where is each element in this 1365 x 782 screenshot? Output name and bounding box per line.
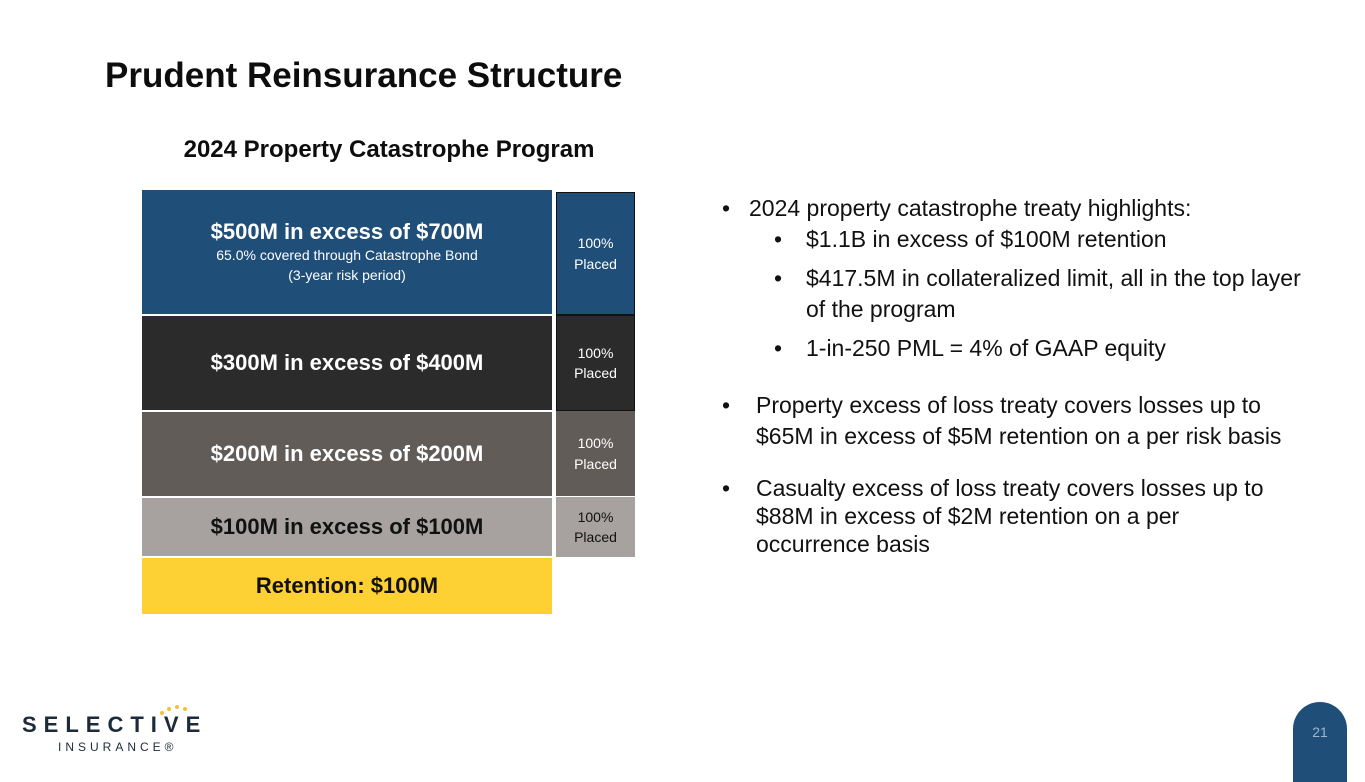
bullet-treaty-highlights xyxy=(722,193,1312,224)
layer-note-line2: (3-year risk period) xyxy=(288,267,406,284)
layer-200m-xs-200m xyxy=(142,412,552,496)
layer-label: $500M in excess of $700M xyxy=(210,218,484,244)
placed-label: Placed xyxy=(574,365,617,381)
sub-bullet-retention xyxy=(722,224,1312,255)
bullet-text: Casualty excess of loss treaty covers losses up to $88M in excess of $2M retention on a per occurrence basis xyxy=(756,475,1264,557)
placed-percent: 100% xyxy=(577,508,614,525)
placed-percent: 100% xyxy=(577,344,614,361)
sub-bullet-pml xyxy=(722,333,1312,364)
placed-box-layer-1 xyxy=(556,192,635,315)
bullet-text: 2024 property catastrophe treaty highlights: xyxy=(749,195,1192,221)
layer-note-line1: 65.0% covered through Catastrophe Bond xyxy=(216,246,478,263)
layer-label: $100M in excess of $100M xyxy=(210,513,484,539)
bullet-text: $1.1B in excess of $100M retention xyxy=(806,226,1167,252)
bullet-text: Property excess of loss treaty covers losses up to $65M in excess of $5M retention on a per risk basis xyxy=(756,392,1282,449)
bullet-dot: • xyxy=(774,335,783,361)
selective-logo xyxy=(22,704,212,756)
layer-label: Retention: $100M xyxy=(255,572,439,598)
logo-wordmark: SELECTIVE xyxy=(22,712,208,737)
placed-box-layer-2 xyxy=(556,315,635,411)
layer-500m-xs-700m xyxy=(142,190,552,314)
placed-box-layer-4 xyxy=(556,497,635,557)
bullet-dot: • xyxy=(722,392,731,418)
bullet-text: $417.5M in collateralized limit, all in the top layer of the program xyxy=(806,265,1301,322)
placed-percent: 100% xyxy=(577,435,614,452)
placed-label: Placed xyxy=(574,455,617,472)
bullet-dot: • xyxy=(722,475,731,501)
placed-box-layer-3 xyxy=(556,411,635,496)
layer-retention xyxy=(142,558,552,614)
bullet-dot: • xyxy=(774,226,783,252)
layer-label: $200M in excess of $200M xyxy=(210,440,484,466)
bullet-text: 1-in-250 PML = 4% of GAAP equity xyxy=(806,335,1166,361)
placed-label: Placed xyxy=(574,255,617,272)
bullet-dot: • xyxy=(774,265,783,291)
layer-100m-xs-100m xyxy=(142,498,552,556)
logo-subtext: INSURANCE® xyxy=(58,740,178,754)
page-title: Prudent Reinsurance Structure xyxy=(105,56,623,95)
page-number: 21 xyxy=(1312,724,1328,740)
bullet-property-xol xyxy=(722,390,1312,452)
layer-label: $300M in excess of $400M xyxy=(210,349,484,375)
placed-label: Placed xyxy=(574,529,617,545)
bullet-casualty-xol xyxy=(722,474,1312,558)
highlights-list xyxy=(722,193,1312,558)
program-subtitle: 2024 Property Catastrophe Program xyxy=(183,136,595,163)
layer-300m-xs-400m xyxy=(142,316,552,410)
page-number-tab xyxy=(1293,702,1347,782)
placed-percent: 100% xyxy=(577,235,614,252)
bullet-dot: • xyxy=(722,195,731,221)
sub-bullet-collateralized xyxy=(722,263,1312,325)
